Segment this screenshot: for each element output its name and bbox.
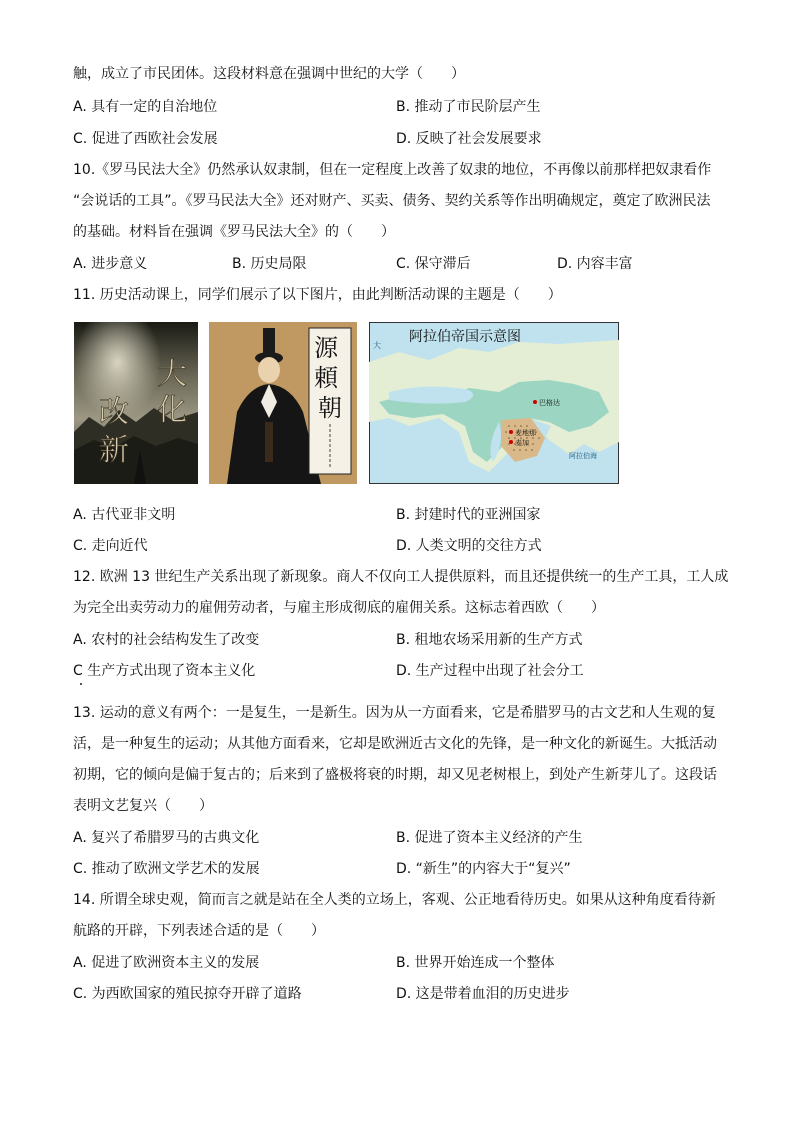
- yoritomo-title-char-2: 頼: [314, 364, 339, 392]
- q13-option-d: D. “新生”的内容大于“复兴”: [396, 861, 571, 877]
- q14-stem-line-2: 航路的开辟，下列表述合适的是（ ）: [73, 923, 325, 939]
- q9-option-b: B. 推动了市民阶层产生: [396, 99, 541, 115]
- map-label-mecca: 麦加: [515, 439, 529, 447]
- q14-stem-line-1: 14. 所谓全球史观，简而言之就是站在全人类的立场上，客观、公正地看待历史。如果从这种角度看待新: [73, 892, 716, 908]
- q12-option-a: A. 农村的社会结构发生了改变: [73, 632, 260, 648]
- q11-option-b: B. 封建时代的亚洲国家: [396, 507, 541, 523]
- q10-stem-line-3: 的基础。材料旨在强调《罗马民法大全》的（ ）: [73, 224, 395, 240]
- q9-option-c: C. 促进了西欧社会发展: [73, 131, 218, 147]
- yoritomo-title: [314, 334, 346, 422]
- map-label-medina: 麦地那: [515, 429, 536, 437]
- taika-char-4: 新: [99, 433, 129, 468]
- q10-stem-line-1: 10.《罗马民法大全》仍然承认奴隶制，但在一定程度上改善了奴隶的地位，不再像以前那样把奴隶看作: [73, 162, 712, 178]
- yoritomo-portrait-image: [209, 322, 357, 484]
- q13-stem-line-3: 初期，它的倾向是偏于复古的；后来到了盛极将衰的时期，却又见老树根上，到处产生新芽儿了。这段话: [73, 767, 717, 783]
- map-label-baghdad: 巴格达: [539, 399, 560, 407]
- map-title: 阿拉伯帝国示意图: [409, 329, 521, 345]
- map-label-arabian-sea: 阿拉伯海: [569, 452, 597, 460]
- q12-option-d: D. 生产过程中出现了社会分工: [396, 663, 584, 679]
- q11-option-d: D. 人类文明的交往方式: [396, 538, 542, 554]
- q13-option-a: A. 复兴了希腊罗马的古典文化: [73, 830, 260, 846]
- q14-option-d: D. 这是带着血泪的历史进步: [396, 986, 570, 1002]
- q13-option-b: B. 促进了资本主义经济的产生: [396, 830, 583, 846]
- q11-option-c: C. 走向近代: [73, 538, 148, 554]
- q12-stem-line-1: 12. 欧洲 13 世纪生产关系出现了新现象。商人不仅向工人提供原料，而且还提供统一的生产工具，工人成: [73, 569, 729, 585]
- q12-option-c: C 生产方式出现了资本主义化: [73, 663, 256, 679]
- q9-option-a: A. 具有一定的自治地位: [73, 99, 218, 115]
- q10-option-c: C. 保守滞后: [396, 256, 471, 272]
- q12-stem-line-2: 为完全出卖劳动力的雇佣劳动者，与雇主形成彻底的雇佣关系。这标志着西欧（ ）: [73, 600, 605, 616]
- arab-empire-map: [369, 322, 619, 484]
- yoritomo-title-char-1: 源: [314, 334, 339, 362]
- q13-stem-line-2: 活，是一种复生的运动；从其他方面看来，它却是欧洲近古文化的先锋，是一种文化的新诞生。大抵活动: [73, 736, 717, 752]
- taika-char-3: 改: [99, 395, 129, 430]
- q10-stem-line-2: “会说话的工具”。《罗马民法大全》还对财产、买卖、债务、契约关系等作出明确规定，奠定了欧洲民法: [73, 193, 711, 209]
- q14-option-c: C. 为西欧国家的殖民掠夺开辟了道路: [73, 986, 302, 1002]
- q13-option-c: C. 推动了欧洲文学艺术的发展: [73, 861, 260, 877]
- taika-char-2: 化: [157, 393, 187, 428]
- q11-option-a: A. 古代亚非文明: [73, 507, 176, 523]
- stray-dot: [80, 683, 82, 685]
- q13-stem-line-4: 表明文艺复兴（ ）: [73, 798, 213, 814]
- yoritomo-title-char-3: 朝: [318, 394, 342, 422]
- map-label-corner: 大: [373, 341, 381, 350]
- q10-option-b: B. 历史局限: [232, 256, 307, 272]
- q14-option-a: A. 促进了欧洲资本主义的发展: [73, 955, 260, 971]
- taika-char-1: 大: [157, 357, 187, 392]
- q10-option-d: D. 内容丰富: [557, 256, 633, 272]
- q14-option-b: B. 世界开始连成一个整体: [396, 955, 555, 971]
- taika-reform-image: [74, 322, 198, 484]
- q10-option-a: A. 进步意义: [73, 256, 148, 272]
- q11-stem: 11. 历史活动课上，同学们展示了以下图片，由此判断活动课的主题是（ ）: [73, 287, 562, 303]
- q9-stem: 触，成立了市民团体。这段材料意在强调中世纪的大学（ ）: [73, 66, 465, 82]
- q12-option-b: B. 租地农场采用新的生产方式: [396, 632, 583, 648]
- q9-option-d: D. 反映了社会发展要求: [396, 131, 542, 147]
- q13-stem-line-1: 13. 运动的意义有两个：一是复生，一是新生。因为从一方面看来，它是希腊罗马的古文艺和人生观的复: [73, 705, 716, 721]
